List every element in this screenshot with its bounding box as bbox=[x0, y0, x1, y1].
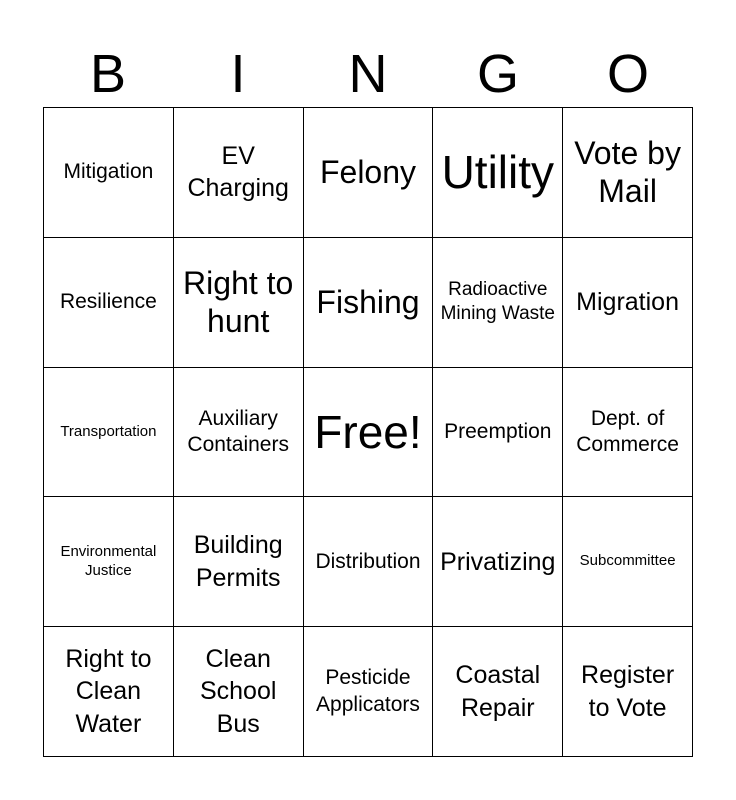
bingo-cell-label: Transportation bbox=[60, 422, 157, 440]
bingo-cell[interactable] bbox=[304, 497, 434, 627]
bingo-cell[interactable] bbox=[304, 238, 434, 368]
bingo-header bbox=[43, 40, 693, 108]
bingo-cell-label: Vote by Mail bbox=[574, 135, 681, 210]
bingo-cell-label: Pesticide Applicators bbox=[316, 666, 420, 716]
bingo-cell-label: Environmental Justice bbox=[60, 543, 157, 579]
bingo-cell[interactable] bbox=[433, 368, 563, 498]
bingo-cell-label: Right to Clean Water bbox=[65, 644, 152, 738]
bingo-cell-label: Mitigation bbox=[63, 160, 154, 184]
bingo-cell-label: Resilience bbox=[59, 290, 157, 314]
bingo-cell-label: Right to hunt bbox=[183, 264, 294, 340]
bingo-cell[interactable] bbox=[433, 627, 563, 757]
bingo-cell-label: Register to Vote bbox=[581, 661, 675, 722]
bingo-cell[interactable] bbox=[433, 238, 563, 368]
bingo-cell-label: Preemption bbox=[444, 419, 552, 443]
bingo-cell-label: Distribution bbox=[315, 549, 421, 573]
header-letter-n: N bbox=[348, 44, 388, 104]
bingo-cell[interactable] bbox=[433, 497, 563, 627]
bingo-cell[interactable] bbox=[174, 368, 304, 498]
header-letter-o: O bbox=[606, 44, 649, 104]
bingo-cell[interactable] bbox=[44, 368, 174, 498]
bingo-cell[interactable] bbox=[304, 368, 434, 498]
bingo-cell[interactable] bbox=[563, 368, 693, 498]
bingo-cell[interactable] bbox=[304, 108, 434, 238]
bingo-cell[interactable] bbox=[44, 627, 174, 757]
bingo-cell[interactable] bbox=[44, 238, 174, 368]
bingo-cell[interactable] bbox=[174, 108, 304, 238]
header-letter-g: G bbox=[476, 44, 519, 104]
bingo-cell[interactable] bbox=[433, 108, 563, 238]
bingo-cell-label: Coastal Repair bbox=[455, 661, 541, 722]
bingo-cell[interactable] bbox=[563, 108, 693, 238]
bingo-cell-label: Privatizing bbox=[440, 547, 556, 576]
bingo-cell[interactable] bbox=[44, 108, 174, 238]
bingo-cell-label: Fishing bbox=[316, 284, 420, 320]
bingo-cell-label: Auxiliary Containers bbox=[187, 406, 289, 456]
bingo-cell[interactable] bbox=[174, 627, 304, 757]
bingo-cell-label: Building Permits bbox=[193, 531, 283, 592]
bingo-cell-label: EV Charging bbox=[187, 141, 289, 203]
bingo-board bbox=[43, 107, 693, 757]
header-letter-b: B bbox=[89, 44, 127, 104]
bingo-cell-label: Utility bbox=[441, 146, 555, 199]
bingo-cell[interactable] bbox=[563, 238, 693, 368]
bingo-cell-label: Free! bbox=[314, 405, 422, 458]
bingo-cell[interactable] bbox=[44, 497, 174, 627]
bingo-cell-label: Migration bbox=[576, 287, 679, 316]
bingo-cell-label: Radioactive Mining Waste bbox=[440, 279, 555, 325]
bingo-cell[interactable] bbox=[304, 627, 434, 757]
bingo-cell[interactable] bbox=[563, 497, 693, 627]
bingo-cell[interactable] bbox=[563, 627, 693, 757]
bingo-cell-label: Felony bbox=[319, 154, 417, 191]
bingo-cell[interactable] bbox=[174, 238, 304, 368]
bingo-cell-label: Clean School Bus bbox=[199, 644, 277, 738]
bingo-cell-label: Dept. of Commerce bbox=[576, 406, 679, 456]
header-letter-i: I bbox=[230, 44, 246, 104]
bingo-cell[interactable] bbox=[174, 497, 304, 627]
bingo-cell-label: Subcommittee bbox=[579, 552, 676, 570]
